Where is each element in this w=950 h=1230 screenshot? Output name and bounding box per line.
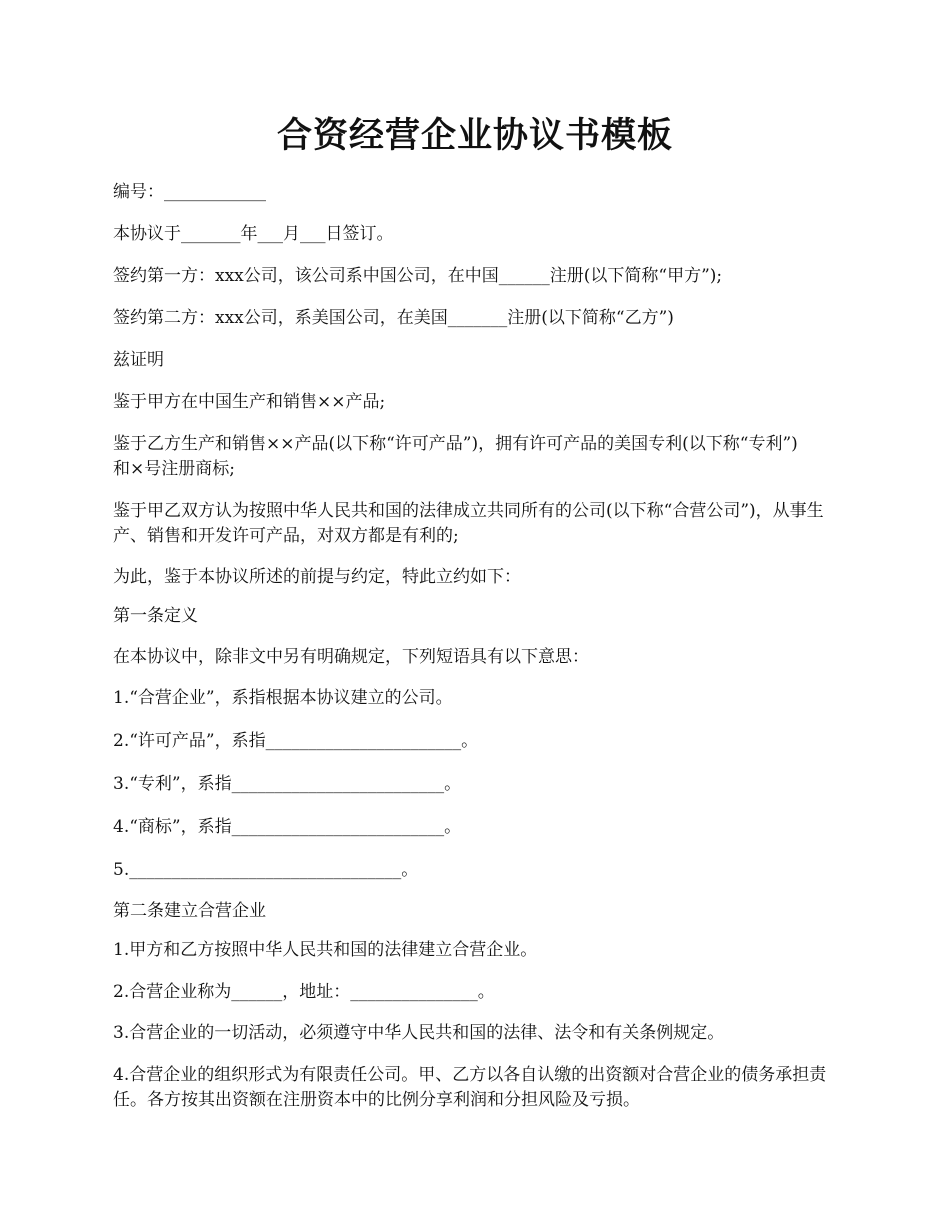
article-2-heading: 第二条建立合营企业 (113, 901, 266, 921)
article-2-clause-2: 2.合营企业称为______，地址：_______________。 (113, 982, 495, 1002)
article-1-heading: 第一条定义 (113, 606, 198, 626)
recital-1: 鉴于甲方在中国生产和销售××产品; (113, 392, 386, 412)
signing-date-line: 本协议于_______年___月___日签订。 (113, 224, 394, 244)
party-a-line: 签约第一方：xxx公司，该公司系中国公司，在中国______注册(以下简称“甲方”); (113, 266, 723, 286)
article-2-clause-1: 1.甲方和乙方按照中华人民共和国的法律建立合营企业。 (113, 940, 538, 960)
doc-number-line: 编号：____________ (113, 182, 266, 202)
article-2-clause-4: 4.合营企业的组织形式为有限责任公司。甲、乙方以各自认缴的出资额对合营企业的债务承担责任。各方按其出资额在注册资本中的比例分享利润和分担风险及亏损。 (113, 1065, 827, 1110)
agreement-intro: 为此，鉴于本协议所述的前提与约定，特此立约如下： (113, 567, 521, 587)
recital-3: 鉴于甲乙双方认为按照中华人民共和国的法律成立共同所有的公司(以下称“合营公司”)，从事生产、销售和开发许可产品，对双方都是有利的; (113, 501, 824, 546)
document-title: 合资经营企业协议书模板 (276, 115, 673, 156)
definition-5: 5.________________________________。 (113, 860, 419, 880)
definition-2: 2.“许可产品”，系指_______________________。 (113, 731, 479, 751)
party-b-line: 签约第二方：xxx公司，系美国公司，在美国_______注册(以下简称“乙方”) (113, 308, 674, 328)
article-2-clause-3: 3.合营企业的一切活动，必须遵守中华人民共和国的法律、法令和有关条例规定。 (113, 1023, 725, 1043)
definition-1: 1.“合营企业”，系指根据本协议建立的公司。 (113, 688, 453, 708)
witness-line: 兹证明 (113, 350, 164, 370)
definition-4: 4.“商标”，系指_________________________。 (113, 817, 462, 837)
recital-2: 鉴于乙方生产和销售××产品(以下称“许可产品”)，拥有许可产品的美国专利(以下称“专利”)和×号注册商标; (113, 434, 798, 479)
definitions-intro: 在本协议中，除非文中另有明确规定，下列短语具有以下意思： (113, 647, 589, 667)
definition-3: 3.“专利”，系指_________________________。 (113, 774, 462, 794)
